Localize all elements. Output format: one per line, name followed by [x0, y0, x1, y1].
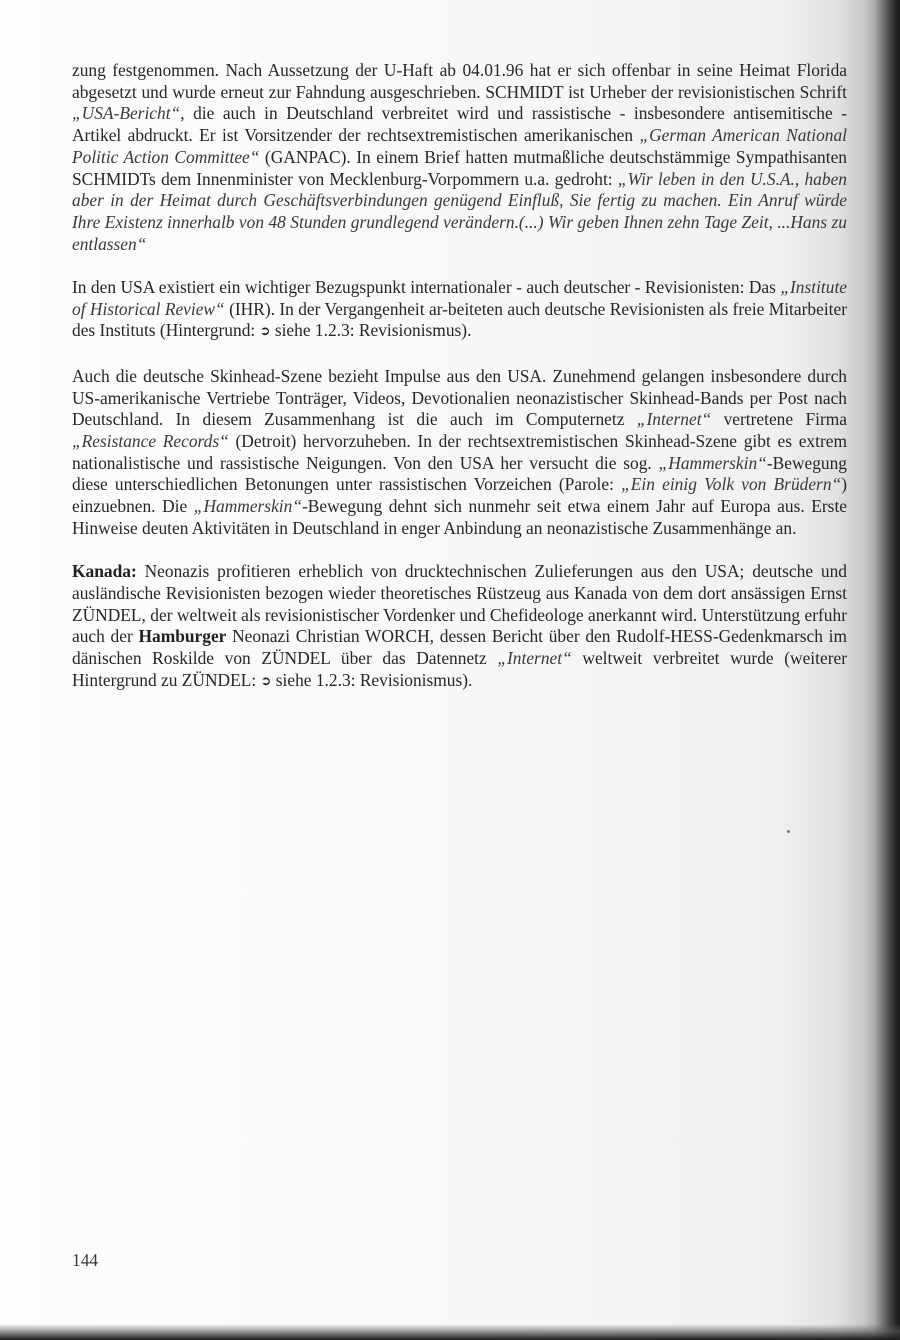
paragraph — [72, 366, 847, 540]
italic-phrase: „Institute of Historical Review“ — [72, 277, 847, 319]
text-run: -Bewegung dehnt sich nunmehr seit etwa einem Jahr auf Europa aus. Erste Hinweise deuten Aktivitäten in Deutschland in enger Anbindung an neonazistische Zusammenhänge an. — [72, 496, 847, 538]
paragraph — [72, 561, 847, 693]
italic-phrase: „German American National Politic Action Committee“ — [72, 125, 847, 167]
text-run: -Bewegung diese unterschiedlichen Betonungen unter rassistischen Vorzeichen (Parole: — [72, 452, 847, 495]
text-run: (GANPAC). In einem Brief hatten mutmaßliche deutschstämmige Sympathisanten SCHMIDTs dem Innenminister von Mecklenburg-Vorpommern u.a. gedroht: — [72, 146, 847, 189]
reference-arrow-icon: ➲ — [260, 673, 272, 689]
text-run: zung festgenommen. Nach Aussetzung der U-Haft ab 04.01.96 hat er sich offenbar in seine Heimat Florida abgesetzt und wurde erneut zur Fahndung ausgeschrieben. SCHMIDT ist Urheber der revisionistischen Schrift — [72, 60, 847, 102]
page-bottom-edge — [0, 1324, 900, 1340]
paragraph — [72, 277, 847, 344]
paragraph — [72, 60, 847, 255]
text-run: Auch die deutsche Skinhead-Szene bezieht Impulse aus den USA. Zunehmend gelangen insbesondere durch US-amerikanische Vertriebe Tonträger, Videos, Devotionalien neonazistischer Skinhead-Bands per Post nach Deutschland. In diesem Zusammenhang ist die auch im Computernetz — [72, 365, 847, 430]
bold-phrase: Kanada: — [72, 561, 137, 582]
text-run: , die auch in Deutschland verbreitet wird und rassistische - insbesondere antisemitische - Artikel abdruckt. Er ist Vorsitzender der rechtsextremistischen amerikanischen — [72, 103, 847, 146]
reference-arrow-icon: ➲ — [259, 324, 271, 340]
text-run: Neonazis profitieren erheblich von drucktechnischen Zulieferungen aus den USA; deutsche und ausländische Revisionisten bezogen wieder theoretisches Rüstzeug aus Kanada von dem dort ansässigen Ernst ZÜNDEL, der weltweit als revisionistischer Vordenker und Chefideologe anerkannt wird. Unterstützung erfuhr auch der — [72, 561, 847, 647]
italic-phrase: „Internet“ — [636, 409, 712, 430]
italic-phrase: „USA-Bericht“ — [72, 103, 181, 124]
italic-phrase: „Internet“ — [497, 647, 572, 668]
text-run: Neonazi Christian WORCH, dessen Bericht über den Rudolf-HESS-Gedenkmarsch im dänischen Roskilde von ZÜNDEL über das Datennetz — [72, 626, 847, 668]
book-spine-shadow — [874, 0, 900, 1340]
page-body-text — [72, 60, 847, 715]
text-run: ) einzuebnen. Die — [72, 474, 847, 517]
text-run: In den USA existiert ein wichtiger Bezugspunkt internationaler - auch deutscher - Revisionisten: Das — [72, 277, 781, 298]
text-run: (Detroit) hervorzuheben. In der rechtsextremistischen Skinhead-Szene gibt es extrem nationalistische und rassistische Neigungen. Von den USA her versucht die sog. — [72, 430, 847, 473]
page-number: 144 — [72, 1250, 99, 1270]
bold-phrase: Hamburger — [138, 626, 227, 647]
text-run: siehe 1.2.3: Revisionismus). — [271, 669, 473, 690]
scan-speck — [787, 830, 790, 833]
italic-phrase: „Wir leben in den U.S.A., haben aber in der Heimat durch Geschäftsverbindungen genügend Einfluß, Sie fertig zu machen. Ein Anruf würde Ihre Existenz innerhalb von 48 Stunden grundlegend verändern.(...) Wir geben Ihnen zehn Tage Zeit, ...Hans zu entlassen“ — [72, 168, 847, 254]
text-run: vertretene Firma — [711, 409, 847, 430]
text-run: weltweit verbreitet wurde (weiterer Hintergrund zu ZÜNDEL: — [72, 647, 847, 690]
text-run: (IHR). In der Vergangenheit ar-beiteten auch deutsche Revisionisten als freie Mitarbeiter des Instituts (Hintergrund: — [72, 298, 847, 341]
italic-phrase: „Hammerskin“ — [658, 452, 767, 473]
italic-phrase: „Hammerskin“ — [193, 496, 302, 517]
text-run: siehe 1.2.3: Revisionismus). — [270, 320, 472, 341]
italic-phrase: „Resistance Records“ — [72, 430, 229, 451]
italic-phrase: „Ein einig Volk von Brüdern“ — [621, 474, 842, 495]
